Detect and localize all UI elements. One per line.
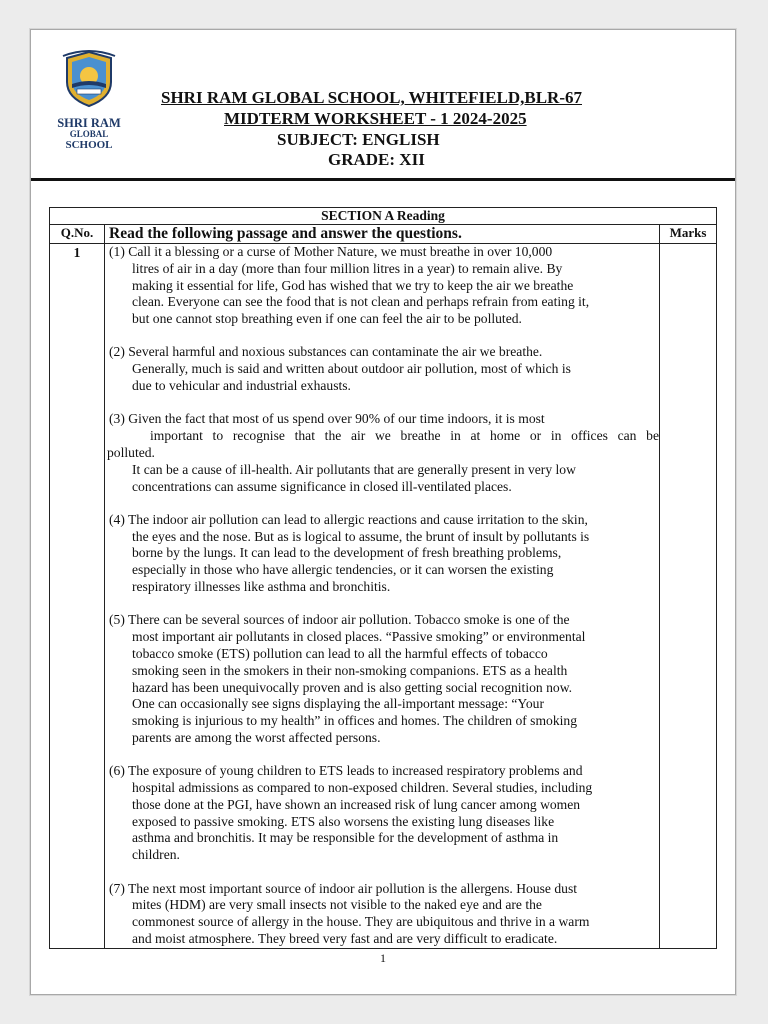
school-crest-icon [59,48,119,110]
section-title: SECTION A Reading [50,208,717,225]
grade-line: GRADE: XII [328,150,425,169]
logo-line-3: SCHOOL [65,139,113,151]
paragraph-3: (3) Given the fact that most of us spend over 90% of our time indoors, it is most important to recognise that the air we breathe in at home or in offices can be polluted. It can be a cause of ill-health. Air pollutants that are generally present in very low concentrations can assume significance in closed ill-ventilated places. [107,411,659,494]
header-divider [31,178,735,181]
worksheet-header [31,30,735,180]
reading-passage [105,244,660,949]
worksheet-page [30,29,736,995]
worksheet-title: MIDTERM WORKSHEET - 1 2024-2025 [224,109,527,128]
paragraph-6: (6) The exposure of young children to ETS leads to increased respiratory problems and hospital admissions as compared to non-exposed children. Several studies, including those done at the PGI, have shown an increased risk of lung cancer among women exposed to passive smoking. ETS also worsens the existing lung diseases like asthma and bronchitis. It may be responsible for the development of asthma in children. [109,763,593,863]
paragraph-1: (1) Call it a blessing or a curse of Mother Nature, we must breathe in over 10,000 litres of air in a day (more than four million litres in a year) to remain alive. By making it essential for life, God has wished that we try to keep the air we breathe clean. Everyone can see the food that is not clean and perhaps refrain from eating it, but one cannot stop breathing even if one can feel the air to be polluted. [109,244,590,327]
paragraph-4: (4) The indoor air pollution can lead to allergic reactions and cause irritation to the skin, the eyes and the nose. But as is logical to assume, the brunt of insult by pollutants is borne by the lungs. It can lead to the development of fresh breathing problems, especially in those who have allergic tendencies, or it can worsen the existing respiratory illnesses like asthma and bronchitis. [109,511,590,595]
school-name: SHRI RAM GLOBAL SCHOOL, WHITEFIELD,BLR-67 [161,88,582,107]
page-number: 1 [380,951,386,965]
school-logo [49,48,129,158]
logo-wordmark [49,118,129,151]
paragraph-5: (5) There can be several sources of indoor air pollution. Tobacco smoke is one of the most important air pollutants in closed places. “Passive smoking” or environmental tobacco smoke (ETS) pollution can lead to all the harmful effects of tobacco smoking seen in the smokers in their non-smoking companions. ETS as a health hazard has been unequivocally proven and is also getting social recognition now. One can occasionally see signs displaying the all-important message: “Your smoking is injurious to my health” in offices and homes. The children of smoking parents are among the worst affected persons. [109,612,586,745]
passage-instruction: Read the following passage and answer the questions. [105,225,660,244]
qno-header: Q.No. [50,225,105,244]
paragraph-2: (2) Several harmful and noxious substances can contaminate the air we breathe. Generally, much is said and written about outdoor air pollution, most of which is due to vehicular and industrial exhausts. [109,344,571,394]
marks-header: Marks [660,225,717,244]
logo-line-1: SHRI RAM [57,116,121,130]
paragraph-7: (7) The next most important source of indoor air pollution is the allergens. House dust mites (HDM) are very small insects not visible to the naked eye and are the commonest source of allergy in the house. They are ubiquitous and thrive in a warm and moist atmosphere. They breed very fast and are very difficult to eradicate. [109,880,590,946]
logo-line-2: GLOBAL [69,129,109,139]
question-number: 1 [50,244,105,949]
question-table [49,207,717,949]
marks-cell [660,244,717,949]
subject-line: SUBJECT: ENGLISH [277,130,440,149]
